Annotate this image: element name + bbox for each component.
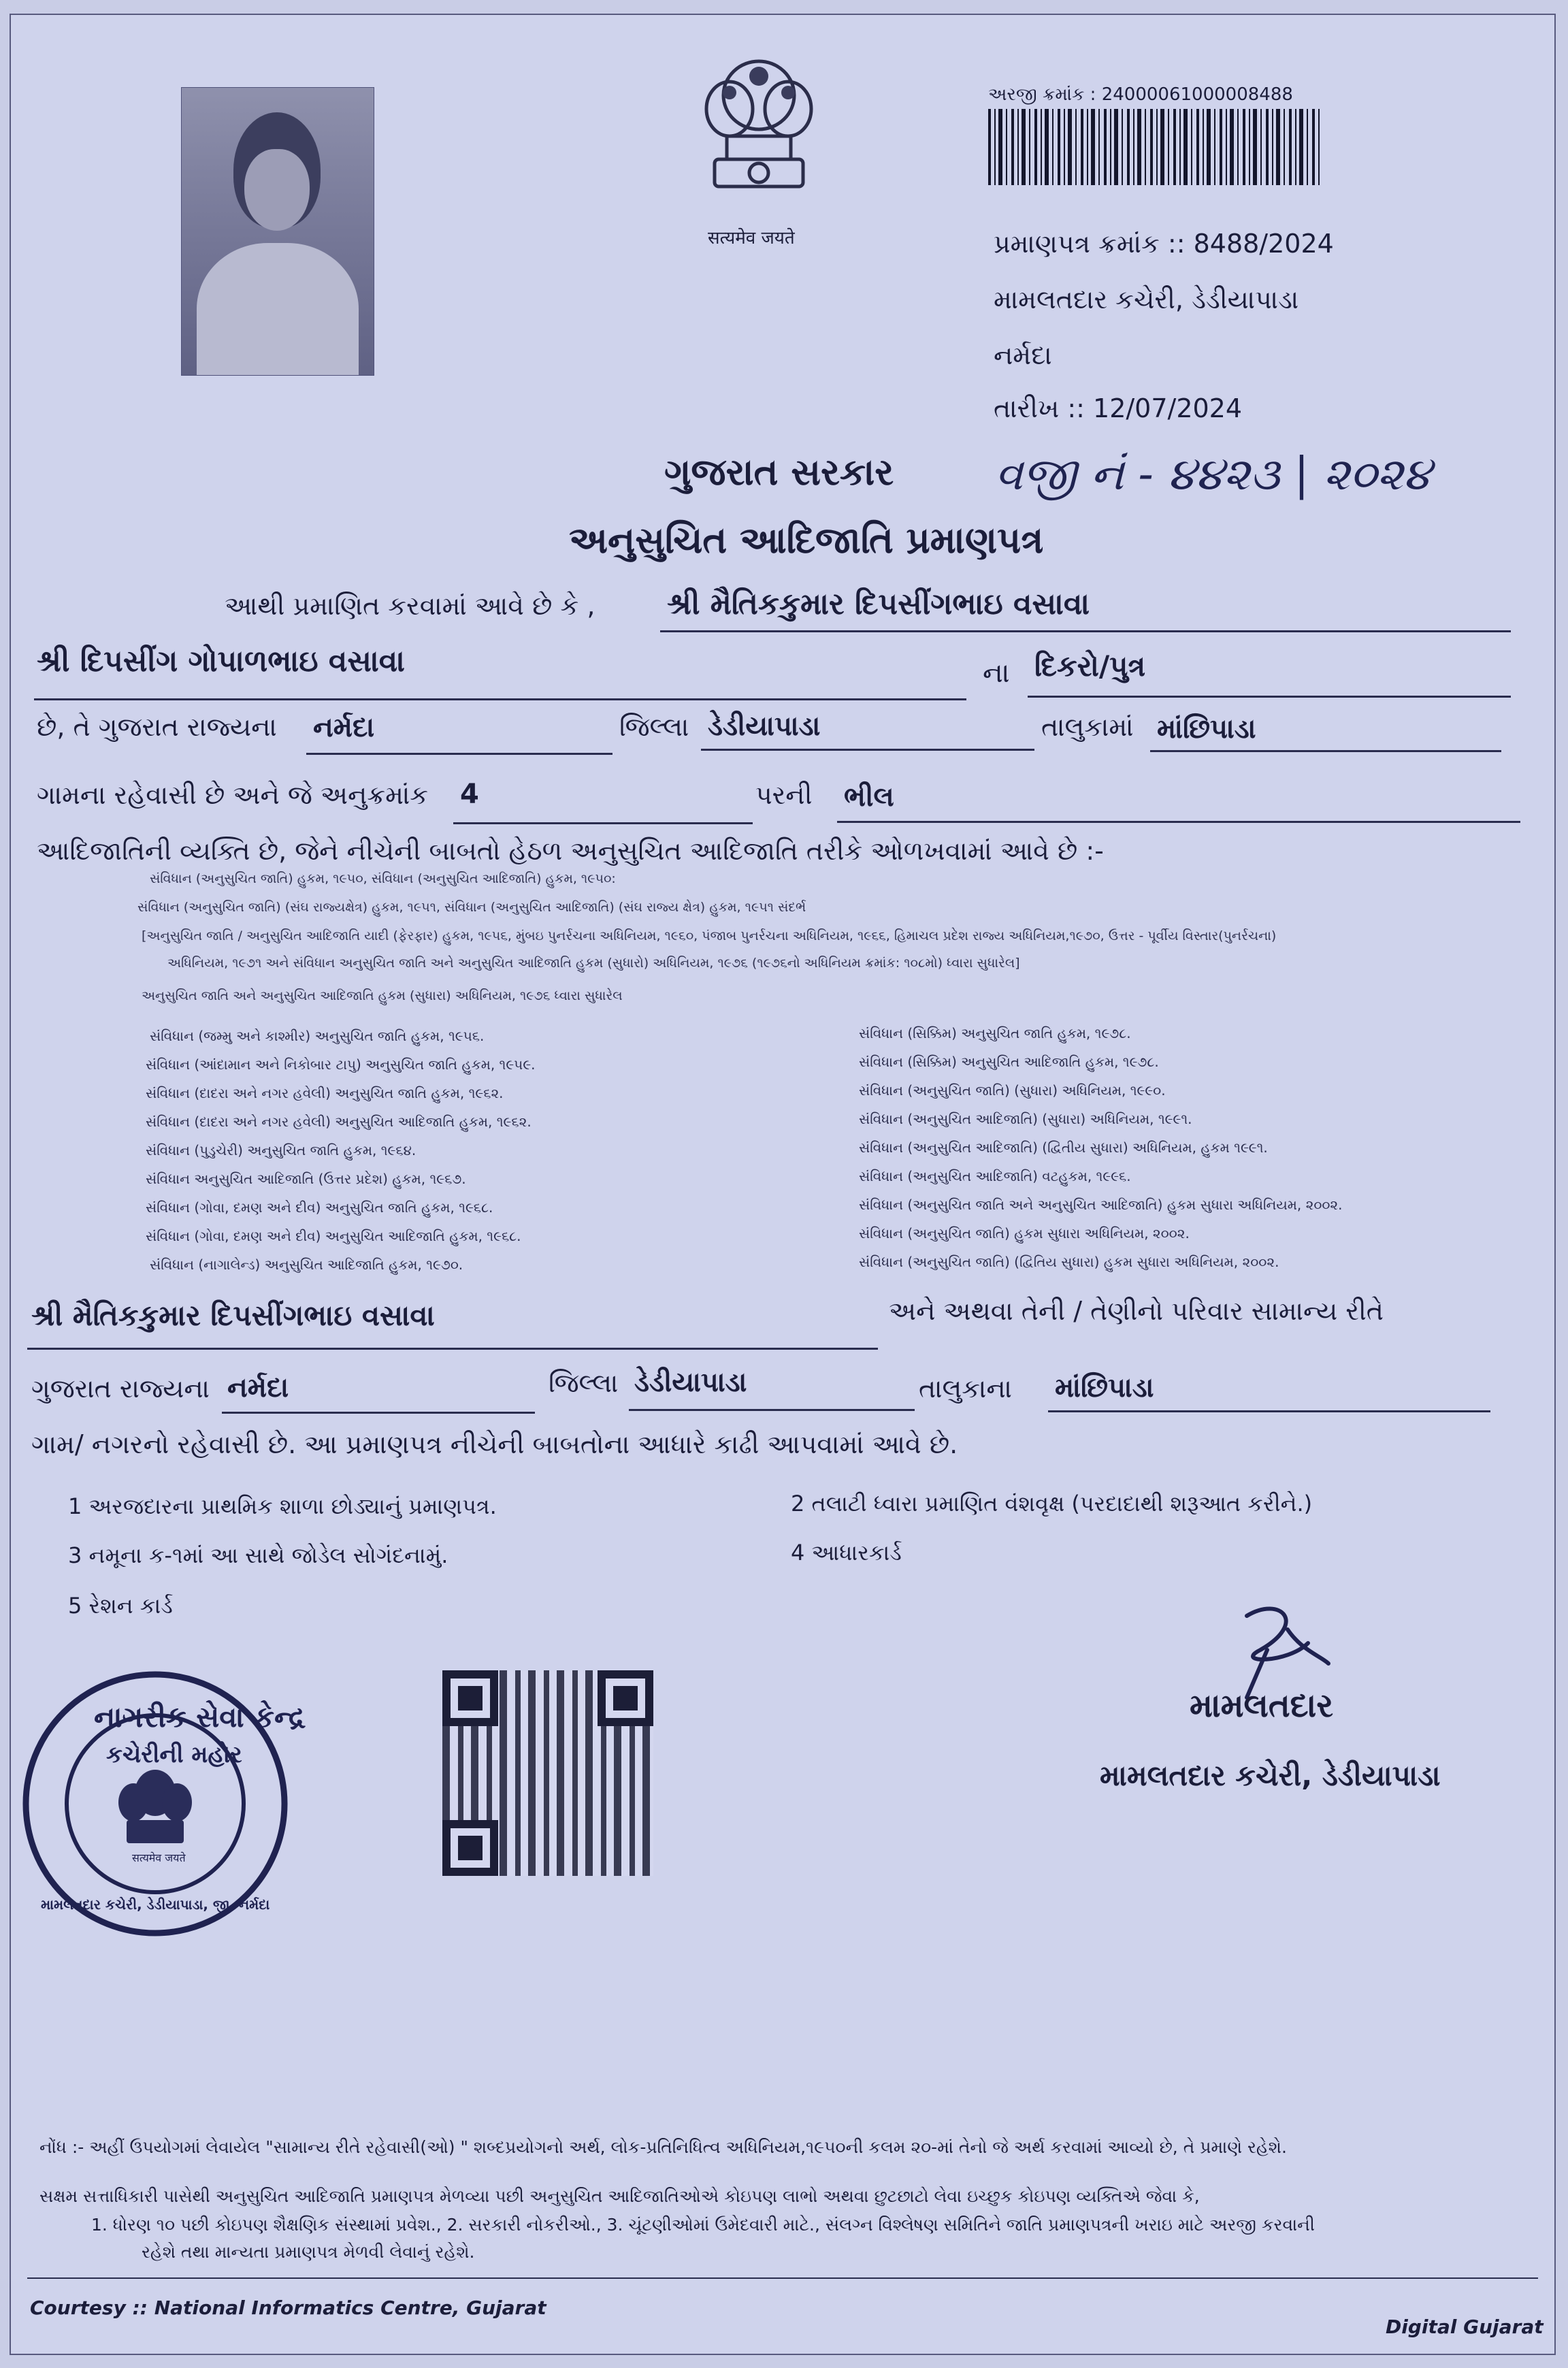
signatory-title: મામલતદાર <box>1190 1687 1334 1725</box>
schedule-right-item: સંવિધાન (સિક્કિમ) અનુસુચિત જાતિ હુકમ, ૧૯૭૮. <box>859 1025 1131 1041</box>
document-item: 3 નમૂના ક-૧માં આ સાથે જોડેલ સોગંદનામું. <box>68 1542 448 1568</box>
schedule-right-item: સંવિધાન (અનુસુચિત જાતિ) (સુધારા) અધિનિયમ, ૧૯૯૦. <box>859 1082 1166 1099</box>
note-line: નોંધ :- અહીં ઉપયોગમાં લેવાયેલ "સામાન્ય રીતે રહેવાસી(ઓ) " શબ્દપ્રયોગનો અર્થ, લોક-પ્રતિનિધિત્વ અધિનિયમ,૧૯૫૦ની કલમ ૨૦-માં તેનો જે અર્થ કરવામાં આવ્યો છે, તે પ્રમાણે રહેશે. <box>39 2137 1287 2157</box>
office-seal <box>18 1666 306 1941</box>
identified-text: આદિજાતિની વ્યક્તિ છે, જેને નીચેની બાબતો હેઠળ અનુસુચિત આદિજાતિ તરીકે ઓળખવામાં આવે છે :- <box>37 836 1104 866</box>
schedule-left-item: સંવિધાન (દાદરા અને નગર હવેલી) અનુસુચિત જાતિ હુકમ, ૧૯૬૨. <box>146 1085 504 1101</box>
par-label: પરની <box>755 780 813 810</box>
district-label: જિલ્લા <box>619 712 689 742</box>
resident-text: ગામના રહેવાસી છે અને જે અનુક્રમાંક <box>37 780 429 810</box>
schedule-right-item: સંવિધાન (અનુસુચિત આદિજાતિ) વટહુકમ, ૧૯૯૬. <box>859 1168 1131 1184</box>
second-district-label: જિલ્લા <box>549 1368 619 1398</box>
schedule-top-line: અધિનિયમ, ૧૯૭૧ અને સંવિધાન અનુસુચિત જાતિ અને અનુસુચિત આદિજાતિ હુકમ (સુધારો) અધિનિયમ, ૧૯૭૬ (૧૯૭૬નો અધિનિયમ ક્રમાંક: ૧૦૮મો) ધ્વારા સુધારેલ] <box>167 956 1020 971</box>
schedule-right-item: સંવિધાન (અનુસુચિત આદિજાતિ) (સુધારા) અધિનિયમ, ૧૯૯૧. <box>859 1111 1192 1127</box>
seal-motto: सत्यमेव जयते <box>132 1851 186 1864</box>
state-emblem-icon <box>687 48 830 218</box>
document-item: 5 રેશન કાર્ડ <box>68 1593 173 1619</box>
relation: દિકરો/પુત્ર <box>1034 649 1146 683</box>
taluka-value: ડેડીયાપાડા <box>708 711 821 742</box>
verification-qr-code <box>442 1670 653 1876</box>
schedule-right-item: સંવિધાન (અનુસુચિત જાતિ અને અનુસુચિત આદિજાતિ) હુકમ સુધારા અધિનિયમ, ૨૦૦૨. <box>859 1197 1343 1213</box>
handwritten-register-number: વજી નં - ૪૪૨૩ | ૨૦૨૪ <box>995 448 1431 500</box>
schedule-top-line: સંવિધાન (અનુસુચિત જાતિ) હુકમ, ૧૯૫૦, સંવિધાન (અનુસુચિત આદિજાતિ) હુકમ, ૧૯૫૦: <box>150 871 616 886</box>
schedule-left-item: સંવિધાન (પુડુચેરી) અનુસુચિત જાતિ હુકમ, ૧૯૬૪. <box>146 1142 416 1158</box>
government-name: ગુજરાત સરકાર <box>664 451 894 493</box>
second-taluka-label: તાલુકાના <box>919 1374 1012 1404</box>
application-barcode <box>988 109 1322 185</box>
certificate-number: પ્રમાણપત્ર ક્રમાંક :: 8488/2024 <box>994 229 1334 259</box>
second-applicant-name: શ્રી મૈતિકકુમાર દિપસીંગભાઇ વસાવા <box>31 1299 435 1332</box>
second-state-text: ગુજરાત રાજ્યના <box>31 1374 210 1404</box>
schedule-right-item: સંવિધાન (અનુસુચિત આદિજાતિ) (દ્વિતીય સુધારા) અધિનિયમ, હુકમ ૧૯૯૧. <box>859 1139 1268 1156</box>
father-name: શ્રી દિપસીંગ ગોપાળભાઇ વસાવા <box>37 644 405 679</box>
schedule-right-item: સંવિધાન (અનુસુચિત જાતિ) (દ્વિતિય સુધારા) હુકમ સુધારા અધિનિયમ, ૨૦૦૨. <box>859 1254 1279 1270</box>
applicant-photo <box>181 87 374 376</box>
emblem-motto: सत्यमेव जयते <box>708 228 795 248</box>
schedule-top-line: સંવિધાન (અનુસુચિત જાતિ) (સંઘ રાજ્યક્ષેત્ર) હુકમ, ૧૯૫૧, સંવિધાન (અનુસુચિત આદિજાતિ) (સંઘ રાજ્ય ક્ષેત્ર) હુકમ, ૧૯૫૧ સંદર્ભ <box>137 900 806 915</box>
document-item: 4 આધારકાર્ડ <box>791 1540 902 1566</box>
application-number: અરજી ક્રમાંક : 24000061000008488 <box>988 84 1293 105</box>
schedule-left-item: સંવિધાન (ગોવા, દમણ અને દીવ) અનુસુચિત જાતિ હુકમ, ૧૯૬૮. <box>146 1199 493 1216</box>
na-text: ના <box>983 658 1010 689</box>
schedule-left-item: સંવિધાન (જમ્મુ અને કાશ્મીર) અનુસુચિત જાતિ હુકમ, ૧૯૫૬. <box>150 1028 485 1044</box>
state-text: છે, તે ગુજરાત રાજ્યના <box>37 712 277 742</box>
seal-bottom-text: મામલતદાર કચેરી, ડેડીયાપાડા, જી. નર્મદા <box>41 1896 270 1913</box>
issuing-district: નર્મદા <box>994 340 1052 370</box>
second-district-value: નર્મદા <box>227 1372 289 1404</box>
note-line: 1. ધોરણ ૧૦ પછી કોઇપણ શૈક્ષણિક સંસ્થામાં પ્રવેશ., 2. સરકારી નોકરીઓ., 3. ચૂંટણીઓમાં ઉમેદવારી માટે., સંલગ્ન વિશ્લેષણ સમિતિને જાતિ પ્રમાણપત્રની ખરાઇ માટે અરજી કરવાની <box>91 2215 1315 2235</box>
schedule-right-item: સંવિધાન (અનુસુચિત જાતિ) હુકમ સુધારા અધિનિયમ, ૨૦૦૨. <box>859 1225 1190 1242</box>
signatory-office: મામલતદાર કચેરી, ડેડીયાપાડા <box>1100 1759 1441 1792</box>
document-item: 2 તલાટી ધ્વારા પ્રમાણિત વંશવૃક્ષ (પરદાદાથી શરૂઆત કરીને.) <box>791 1491 1313 1517</box>
district-value: નર્મદા <box>313 712 375 743</box>
note-line: સક્ષમ સત્તાધિકારી પાસેથી અનુસુચિત આદિજાતિ પ્રમાણપત્ર મેળવ્યા પછી અનુસુચિત આદિજાતિઓએ કોઇપણ લાભો અથવા છુટછાટો લેવા ઇચ્છુક કોઇપણ વ્યક્તિએ જેવા કે, <box>39 2186 1200 2206</box>
tribe-name: ભીલ <box>844 781 894 813</box>
issuing-office: મામલતદાર કચેરી, ડેડીયાપાડા <box>994 285 1299 314</box>
taluka-label: તાલુકામાં <box>1041 712 1134 742</box>
schedule-left-item: સંવિધાન અનુસુચિત આદિજાતિ (ઉત્તર પ્રદેશ) હુકમ, ૧૯૬૭. <box>146 1171 466 1187</box>
certify-text: આથી પ્રમાણિત કરવામાં આવે છે કે , <box>225 591 595 621</box>
seal-top-text: નાગરીક સેવા કેન્દ્ર <box>94 1700 306 1734</box>
issue-date: તારીખ :: 12/07/2024 <box>994 393 1243 423</box>
schedule-left-item: સંવિધાન (આંદામાન અને નિકોબાર ટાપુ) અનુસુચિત જાતિ હુકમ, ૧૯૫૯. <box>146 1056 536 1073</box>
basis-text: ગામ/ નગરનો રહેવાસી છે. આ પ્રમાણપત્ર નીચેની બાબતોના આધારે કાઢી આપવામાં આવે છે. <box>31 1429 958 1459</box>
note-line: રહેશે તથા માન્યતા પ્રમાણપત્ર મેળવી લેવાનું રહેશે. <box>142 2242 475 2262</box>
certificate-title: અનુસુચિત આદિજાતિ પ્રમાણપત્ર <box>569 519 1044 562</box>
schedule-left-item: સંવિધાન (દાદરા અને નગર હવેલી) અનુસુચિત આદિજાતિ હુકમ, ૧૯૬૨. <box>146 1114 532 1130</box>
serial-number: 4 <box>460 779 479 810</box>
document-item: 1 અરજદારના પ્રાથમિક શાળા છોડ્યાનું પ્રમાણપત્ર. <box>68 1493 497 1519</box>
second-village-value: માંછિપાડા <box>1055 1372 1154 1404</box>
footer-courtesy: Courtesy :: National Informatics Centre, Gujarat <box>30 2297 546 2319</box>
schedule-right-item: સંવિધાન (સિક્કિમ) અનુસુચિત આદિજાતિ હુકમ, ૧૯૭૮. <box>859 1054 1159 1070</box>
village-value: માંછિપાડા <box>1157 713 1256 745</box>
schedule-top-line: અનુસુચિત જાતિ અને અનુસુચિત આદિજાતિ હુકમ (સુધારા) અધિનિયમ, ૧૯૭૬ ધ્વારા સુધારેલ <box>142 988 623 1003</box>
family-text: અને અથવા તેની / તેણીનો પરિવાર સામાન્ય રીતે <box>889 1296 1384 1326</box>
footer-brand: Digital Gujarat <box>1386 2316 1544 2338</box>
applicant-name: શ્રી મૈતિકકુમાર દિપસીંગભાઇ વસાવા <box>667 587 1090 621</box>
seal-middle-text: કચેરીની મહોર <box>106 1741 242 1768</box>
second-taluka-value: ડેડીયાપાડા <box>634 1367 747 1398</box>
schedule-left-item: સંવિધાન (નાગાલેન્ડ) અનુસુચિત આદિજાતિ હુકમ, ૧૯૭૦. <box>150 1256 463 1273</box>
schedule-left-item: સંવિધાન (ગોવા, દમણ અને દીવ) અનુસુચિત આદિજાતિ હુકમ, ૧૯૬૮. <box>146 1228 521 1244</box>
schedule-top-line: [અનુસુચિત જાતિ / અનુસુચિત આદિજાતિ યાદી (ફેરફાર) હુકમ, ૧૯૫૬, મુંબઇ પુનર્રચના અધિનિયમ, ૧૯૬૦, પંજાબ પુનર્રચના અધિનિયમ, ૧૯૬૬, હિમાચલ પ્રદેશ રાજ્ય અધિનિયમ,૧૯૭૦, ઉત્તર - પૂર્વીય વિસ્તાર(પુનર્રચના) <box>142 928 1277 943</box>
